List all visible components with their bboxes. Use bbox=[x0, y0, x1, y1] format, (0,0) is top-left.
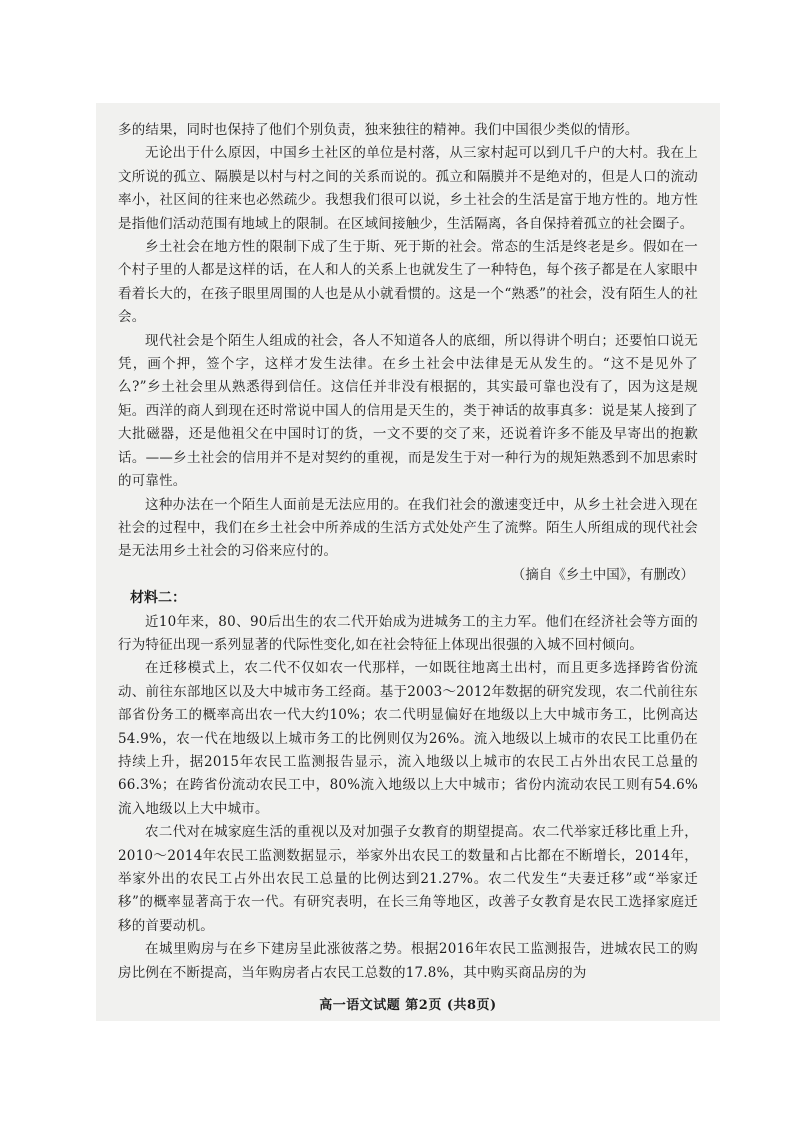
page-footer: 高一语文试题 第2页 (共8页) bbox=[319, 998, 497, 1013]
material-two-heading: 材料二： bbox=[130, 590, 186, 607]
paragraph-village-isolation: 无论出于什么原因，中国乡土社区的单位是村落，从三家村起可以到几千户的大村。我在上文所说的孤立、隔膜是以村与村之间的关系而说的。孤立和隔膜并不是绝对的，但是人口的流动率小，社区间的往来也必然疏少。我想我们很可以说，乡土社会的生活是富于地方性的。地方性是指他们活动范围有地域上的限制。在区域间接触少，生活隔离，各自保持着孤立的社会圈子。 bbox=[118, 145, 698, 232]
source-note: （摘自《乡土中国》，有删改） bbox=[511, 566, 694, 583]
paragraph-family-migration: 农二代对在城家庭生活的重视以及对加强子女教育的期望提高。农二代举家迁移比重上升，2010～2014年农民工监测数据显示，举家外出农民工的数量和占比都在不断增长，2014年，举家外出的农民工占外出农民工总量的比例达到21.27%。农二代发生“夫妻迁移”或“举家迁移”的概率显著高于农一代。有研究表明，在长三角等地区，改善子女教育是农民工选择家庭迁移的首要动机。 bbox=[118, 824, 698, 934]
paragraph-second-generation: 近10年来，80、90后出生的农二代开始成为进城务工的主力军。他们在经济社会等方面的行为特征出现一系列显著的代际性变化,如在社会特征上体现出很强的入城不回村倾向。 bbox=[118, 613, 698, 653]
paragraph-housing: 在城里购房与在乡下建房呈此涨彼落之势。根据2016年农民工监测报告，进城农民工的购房比例在不断提高，当年购房者占农民工总数的17.8%，其中购买商品房的为 bbox=[118, 941, 698, 981]
exam-page bbox=[96, 103, 720, 1021]
paragraph-familiar-society: 乡土社会在地方性的限制下成了生于斯、死于斯的社会。常态的生活是终老是乡。假如在一个村子里的人都是这样的话，在人和人的关系上也就发生了一种特色，每个孩子都是在人家眼中看着长大的，在孩子眼里周围的人也是从小就看惯的。这是一个“熟悉”的社会，没有陌生人的社会。 bbox=[118, 239, 698, 326]
paragraph-modern-society: 现代社会是个陌生人组成的社会，各人不知道各人的底细，所以得讲个明白；还要怕口说无凭，画个押，签个字，这样才发生法律。在乡土社会中法律是无从发生的。“这不是见外了么?”乡土社会里从熟悉得到信任。这信任并非没有根据的，其实最可靠也没有了，因为这是规矩。西洋的商人到现在还时常说中国人的信用是天生的，类于神话的故事真多：说是某人接到了大批磁器，还是他祖父在中国时订的货，一文不要的交了来，还说着许多不能及早寄出的抱歉话。——乡土社会的信用并不是对契约的重视，而是发生于对一种行为的规矩熟悉到不加思索时的可靠性。 bbox=[118, 332, 698, 490]
paragraph-continuation: 多的结果，同时也保持了他们个别负责，独来独往的精神。我们中国很少类似的情形。 bbox=[118, 122, 639, 138]
paragraph-migration-pattern: 在迁移模式上，农二代不仅如农一代那样，一如既往地离土出村，而且更多选择跨省份流动、前往东部地区以及大中城市务工经商。基于2003～2012年数据的研究发现，农二代前往东部省份务工的概率高出农一代大约10%；农二代明显偏好在地级以上大中城市务工，比例高达54.9%，农一代在地级以上城市务工的比例则仅为26%。流入地级以上城市的农民工比重仍在持续上升，据2015年农民工监测报告显示，流入地级以上城市的农民工占外出农民工总量的66.3%；在跨省份流动农民工中，80%流入地级以上大中城市；省份内流动农民工则有54.6%流入地级以上大中城市。 bbox=[118, 660, 698, 817]
paragraph-social-change: 这种办法在一个陌生人面前是无法应用的。在我们社会的激速变迁中，从乡土社会进入现在社会的过程中，我们在乡土社会中所养成的生活方式处处产生了流弊。陌生人所组成的现代社会是无法用乡土社会的习俗来应付的。 bbox=[118, 496, 698, 560]
